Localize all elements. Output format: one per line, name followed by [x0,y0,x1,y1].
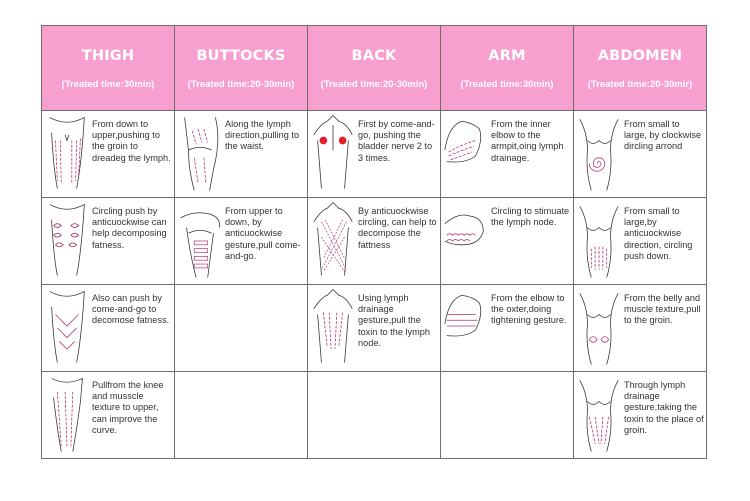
table-cell [308,198,441,285]
cell-text: Through lymph drainage gesture,taking the toxin to the place of groin. [624,380,704,435]
thigh-circles-icon [42,198,92,282]
column-title: ARM [488,48,526,64]
column-title: ABDOMEN [597,48,683,64]
buttocks-lines-icon [175,111,225,195]
header-buttocks [175,26,308,111]
abdomen-lines-icon [574,372,624,456]
massage-chart-table [41,25,707,459]
cell-text: From small to large, by clockwise dircling arrond [624,119,702,152]
empty-cell [175,285,308,372]
arm-arrows-icon [441,285,491,369]
cell-text: From down to upper,pushing to the groin to dreadeg the lymph. [92,119,171,163]
cell-text: Circling push by anticuockwise can help decomposing fatness. [92,206,167,250]
back-red-dots-icon [308,111,358,195]
table-cell [42,372,175,459]
table-row [42,111,707,198]
table-cell [308,111,441,198]
back-circles-icon [308,198,358,282]
buttocks-circles-icon [175,198,225,282]
column-subtitle: (Treated time:20-30min) [320,79,428,90]
cell-text: From the elbow to the oxter,doing tightening gesture. [491,293,567,326]
column-subtitle: (Treated time:20-30min) [187,79,295,90]
cell-text: Using lymph drainage gesture,pull the toxin to the lymph node. [358,293,431,348]
table-cell [42,285,175,372]
header-row [42,26,707,111]
table-row [42,285,707,372]
empty-cell [308,372,441,459]
empty-cell [175,372,308,459]
abdomen-spiral-icon [574,111,624,195]
table-row [42,198,707,285]
cell-text: From the inner elbow to the armpit,oing lymph drainage. [491,119,564,163]
cell-text: Along the lymph direction,pulling to the waist. [225,119,300,152]
table-row [42,372,707,459]
cell-text: From the belly and muscle texture,pull to the groin. [624,293,701,326]
table-cell [175,198,308,285]
table-cell [308,285,441,372]
cell-text: From small to large,by anticuockwise direction, circling push down. [624,206,693,261]
table-cell [574,372,707,459]
cell-text: Pullfrom the knee and musscle texture to upper, can improve the curve. [92,380,164,435]
header-thigh [42,26,175,111]
table-cell [441,111,574,198]
back-arrows-icon [308,285,358,369]
cell-text: Circling to stimuate the lymph node. [491,206,570,228]
table-cell [42,111,175,198]
table-cell [175,111,308,198]
column-subtitle: (Treated time:30min) [460,79,554,90]
arm-circles-icon [441,198,491,282]
table-cell [441,198,574,285]
header-back [308,26,441,111]
cell-text: By anticuockwise circling, can help to decompose the fattness [358,206,437,250]
thigh-side-lines-icon [42,372,92,456]
empty-cell [441,372,574,459]
cell-text: From upper to down, by anticuockwise gesture,pull come-and-go. [225,206,301,261]
column-subtitle: (Treated time:30min) [61,79,155,90]
abdomen-circles-icon [574,198,624,282]
cell-text: First by come-and-go, pushing the bladder nerve 2 to 3 times. [358,119,435,163]
thigh-arrows-icon [42,285,92,369]
arm-lines-icon [441,111,491,195]
table-cell [42,198,175,285]
header-arm [441,26,574,111]
column-title: BACK [351,48,397,64]
column-title: BUTTOCKS [196,48,286,64]
table-cell [574,111,707,198]
table-cell [574,198,707,285]
table-cell [574,285,707,372]
cell-text: Also can push by come-and-go to decomose fatness. [92,293,170,326]
header-abdomen [574,26,707,111]
table-cell [441,285,574,372]
column-subtitle: (Treated time:20-30mir) [587,79,693,90]
thigh-front-lines-icon [42,111,92,195]
abdomen-hands-icon [574,285,624,369]
column-title: THIGH [81,48,135,64]
